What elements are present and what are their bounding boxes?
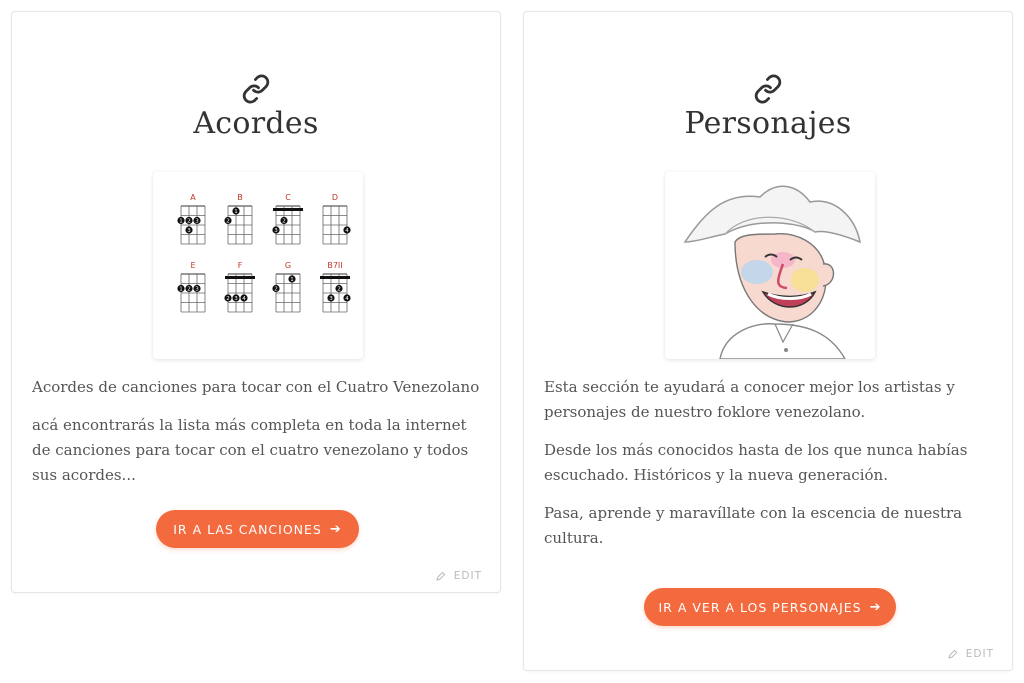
svg-text:1: 1: [179, 218, 183, 225]
chord-label: A: [190, 193, 196, 202]
description-paragraph: Acordes de canciones para tocar con el Cuatro Venezolano: [32, 378, 480, 396]
svg-text:3: 3: [329, 296, 333, 303]
chord-diagram: [177, 261, 205, 312]
chord-label: C: [285, 193, 291, 202]
chord-diagram: [323, 193, 351, 244]
chord-diagram: [177, 193, 205, 244]
arrow-right-icon: ➔: [869, 599, 882, 615]
card-header: [12, 74, 500, 141]
description-paragraph: Desde los más conocidos hasta de los que nunca habías escuchado. Históricos y la nueva generación.: [544, 441, 968, 484]
svg-text:2: 2: [337, 286, 341, 293]
svg-text:2: 2: [187, 218, 191, 225]
svg-text:3: 3: [274, 228, 278, 235]
chord-diagram: [320, 261, 351, 312]
svg-text:1: 1: [179, 286, 183, 293]
chord-diagram: [272, 261, 300, 312]
caricature-image: [665, 172, 875, 359]
svg-text:4: 4: [242, 296, 246, 303]
svg-text:1: 1: [234, 209, 238, 216]
chord-diagram: [224, 261, 255, 312]
card-title[interactable]: Personajes: [684, 106, 852, 141]
card-description: [32, 375, 482, 501]
edit-link[interactable]: [947, 648, 994, 660]
edit-label: EDIT: [453, 570, 482, 582]
description-paragraph: Pasa, aprende y maravíllate con la escencia de nuestra cultura.: [544, 504, 963, 547]
chord-diagrams-image: [153, 172, 363, 359]
card-personajes: [523, 11, 1013, 671]
arrow-right-icon: ➔: [329, 521, 342, 537]
chords-thumbnail[interactable]: [153, 172, 363, 359]
chord-label: F: [237, 261, 243, 270]
chord-label: G: [284, 261, 292, 270]
svg-text:4: 4: [345, 296, 349, 303]
svg-text:2: 2: [282, 218, 286, 225]
card-description: [544, 375, 994, 564]
svg-text:2: 2: [226, 218, 230, 225]
link-icon[interactable]: [753, 74, 783, 104]
svg-text:2: 2: [274, 286, 278, 293]
pencil-icon: [947, 649, 958, 660]
description-paragraph: acá encontrarás la lista más completa en toda la internet de canciones para tocar con el cuatro venezolano y todos sus acordes...: [32, 416, 469, 484]
caricature-thumbnail[interactable]: [665, 172, 875, 359]
chord-label: B7II: [327, 261, 343, 270]
svg-text:2: 2: [187, 286, 191, 293]
svg-text:1: 1: [290, 277, 294, 284]
link-icon[interactable]: [241, 74, 271, 104]
description-paragraph: Esta sección te ayudará a conocer mejor los artistas y personajes de nuestro foklore venezolano.: [544, 378, 955, 421]
svg-text:2: 2: [226, 296, 230, 303]
edit-link[interactable]: [435, 570, 482, 582]
svg-text:3: 3: [187, 228, 191, 235]
svg-text:4: 4: [345, 228, 349, 235]
chord-label: D: [331, 193, 339, 202]
chord-label: B: [237, 193, 243, 202]
chord-diagram: [224, 193, 252, 244]
svg-text:3: 3: [234, 296, 238, 303]
edit-label: EDIT: [965, 648, 994, 660]
card-title[interactable]: Acordes: [193, 106, 319, 141]
go-to-songs-button[interactable]: [156, 510, 359, 548]
button-label: IR A VER A LOS PERSONAJES: [658, 599, 862, 615]
button-label: IR A LAS CANCIONES: [173, 521, 322, 537]
go-to-characters-button[interactable]: [644, 588, 896, 626]
chord-label: E: [190, 261, 196, 270]
card-acordes: [11, 11, 501, 593]
pencil-icon: [435, 571, 446, 582]
chord-diagram: [272, 193, 303, 244]
card-header: [524, 74, 1012, 141]
svg-text:3: 3: [195, 218, 199, 225]
svg-text:3: 3: [195, 286, 199, 293]
